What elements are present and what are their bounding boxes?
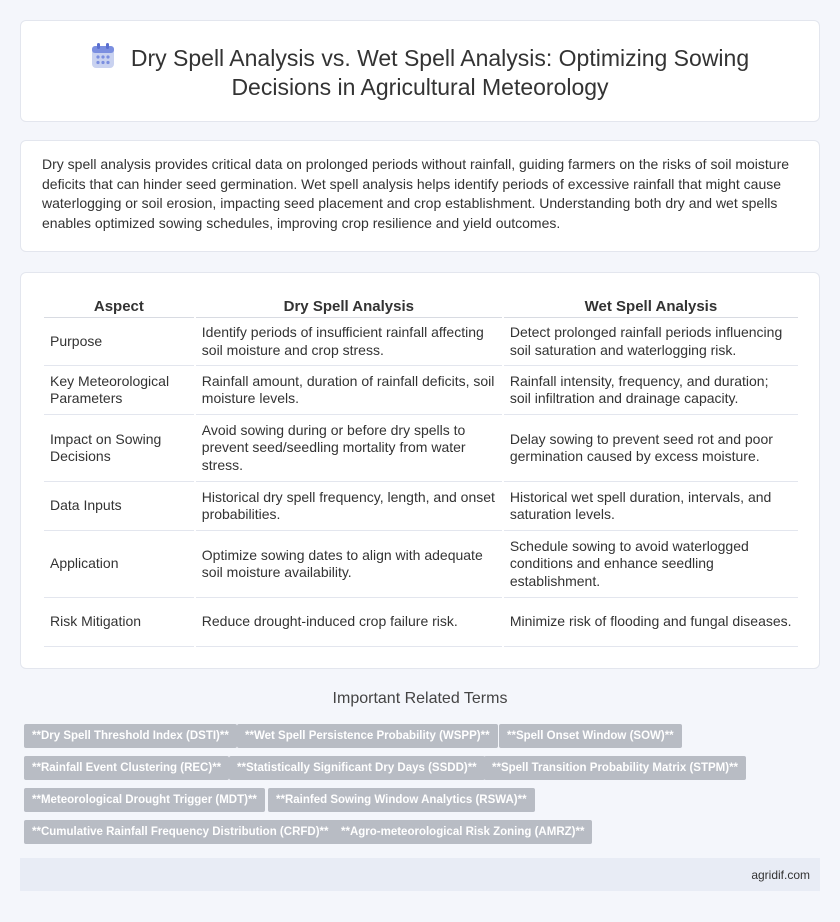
table-row [44,318,798,366]
related-term-tag[interactable]: **Cumulative Rainfall Frequency Distribution (CRFD)** [24,820,336,844]
table-row [44,366,798,415]
cell-aspect: Data Inputs [44,482,194,531]
table-row [44,482,798,531]
cell-aspect: Risk Mitigation [44,598,194,647]
header-dry-spell: Dry Spell Analysis [196,293,502,318]
cell-dry: Optimize sowing dates to align with adequate soil moisture availability. [196,531,502,598]
related-term-tag[interactable]: **Meteorological Drought Trigger (MDT)** [24,788,265,812]
table-row [44,531,798,598]
related-term-tag[interactable]: **Wet Spell Persistence Probability (WSPP)** [237,724,498,748]
cell-dry: Reduce drought-induced crop failure risk. [196,598,502,647]
cell-wet: Rainfall intensity, frequency, and duration; soil infiltration and drainage capacity. [504,366,798,415]
related-term-tag[interactable]: **Dry Spell Threshold Index (DSTI)** [24,724,237,748]
table-row [44,415,798,482]
table-row [44,598,798,647]
cell-aspect: Application [44,531,194,598]
related-term-tag[interactable]: **Spell Onset Window (SOW)** [499,724,682,748]
intro-paragraph: Dry spell analysis provides critical data on prolonged periods without rainfall, guiding farmers on the risks of soil moisture deficits that can hinder seed germination. Wet spell analysis helps identify periods of excessive rainfall that might cause waterlogging or soil erosion, impacting seed placement and crop establishment. Understanding both dry and wet spells enables optimized sowing schedules, improving crop resilience and yield outcomes. [42,156,790,231]
related-term-tag[interactable]: **Rainfed Sowing Window Analytics (RSWA)** [268,788,535,812]
calendar-icon [91,43,115,69]
related-term-tag[interactable]: **Agro-meteorological Risk Zoning (AMRZ)** [333,820,592,844]
page-title-wrap [21,43,819,102]
page-title: Dry Spell Analysis vs. Wet Spell Analysis: Optimizing Sowing Decisions in Agricultural Meteorology [130,45,750,100]
cell-dry: Historical dry spell frequency, length, and onset probabilities. [196,482,502,531]
header-card [20,20,820,122]
footer-bar [20,858,820,891]
related-term-tag[interactable]: **Rainfall Event Clustering (REC)** [24,756,229,780]
cell-dry: Identify periods of insufficient rainfall affecting soil moisture and crop stress. [196,318,502,366]
cell-dry: Avoid sowing during or before dry spells to prevent seed/seedling mortality from water stress. [196,415,502,482]
cell-aspect: Impact on Sowing Decisions [44,415,194,482]
header-wet-spell: Wet Spell Analysis [504,293,798,318]
related-terms-title: Important Related Terms [332,690,508,707]
cell-aspect: Purpose [44,318,194,366]
cell-wet: Delay sowing to prevent seed rot and poor germination caused by excess moisture. [504,415,798,482]
cell-wet: Minimize risk of flooding and fungal diseases. [504,598,798,647]
footer-site-link[interactable]: agridif.com [751,868,810,882]
cell-dry: Rainfall amount, duration of rainfall deficits, soil moisture levels. [196,366,502,415]
comparison-table [42,293,800,647]
intro-card [20,140,820,252]
cell-aspect: Key Meteorological Parameters [44,366,194,415]
related-term-tag[interactable]: **Spell Transition Probability Matrix (STPM)** [484,756,746,780]
table-header-row [44,293,798,318]
cell-wet: Historical wet spell duration, intervals, and saturation levels. [504,482,798,531]
related-term-tag[interactable]: **Statistically Significant Dry Days (SSDD)** [229,756,485,780]
comparison-table-card [20,272,820,669]
cell-wet: Schedule sowing to avoid waterlogged conditions and enhance seedling establishment. [504,531,798,598]
cell-wet: Detect prolonged rainfall periods influencing soil saturation and waterlogging risk. [504,318,798,366]
header-aspect: Aspect [44,293,194,318]
